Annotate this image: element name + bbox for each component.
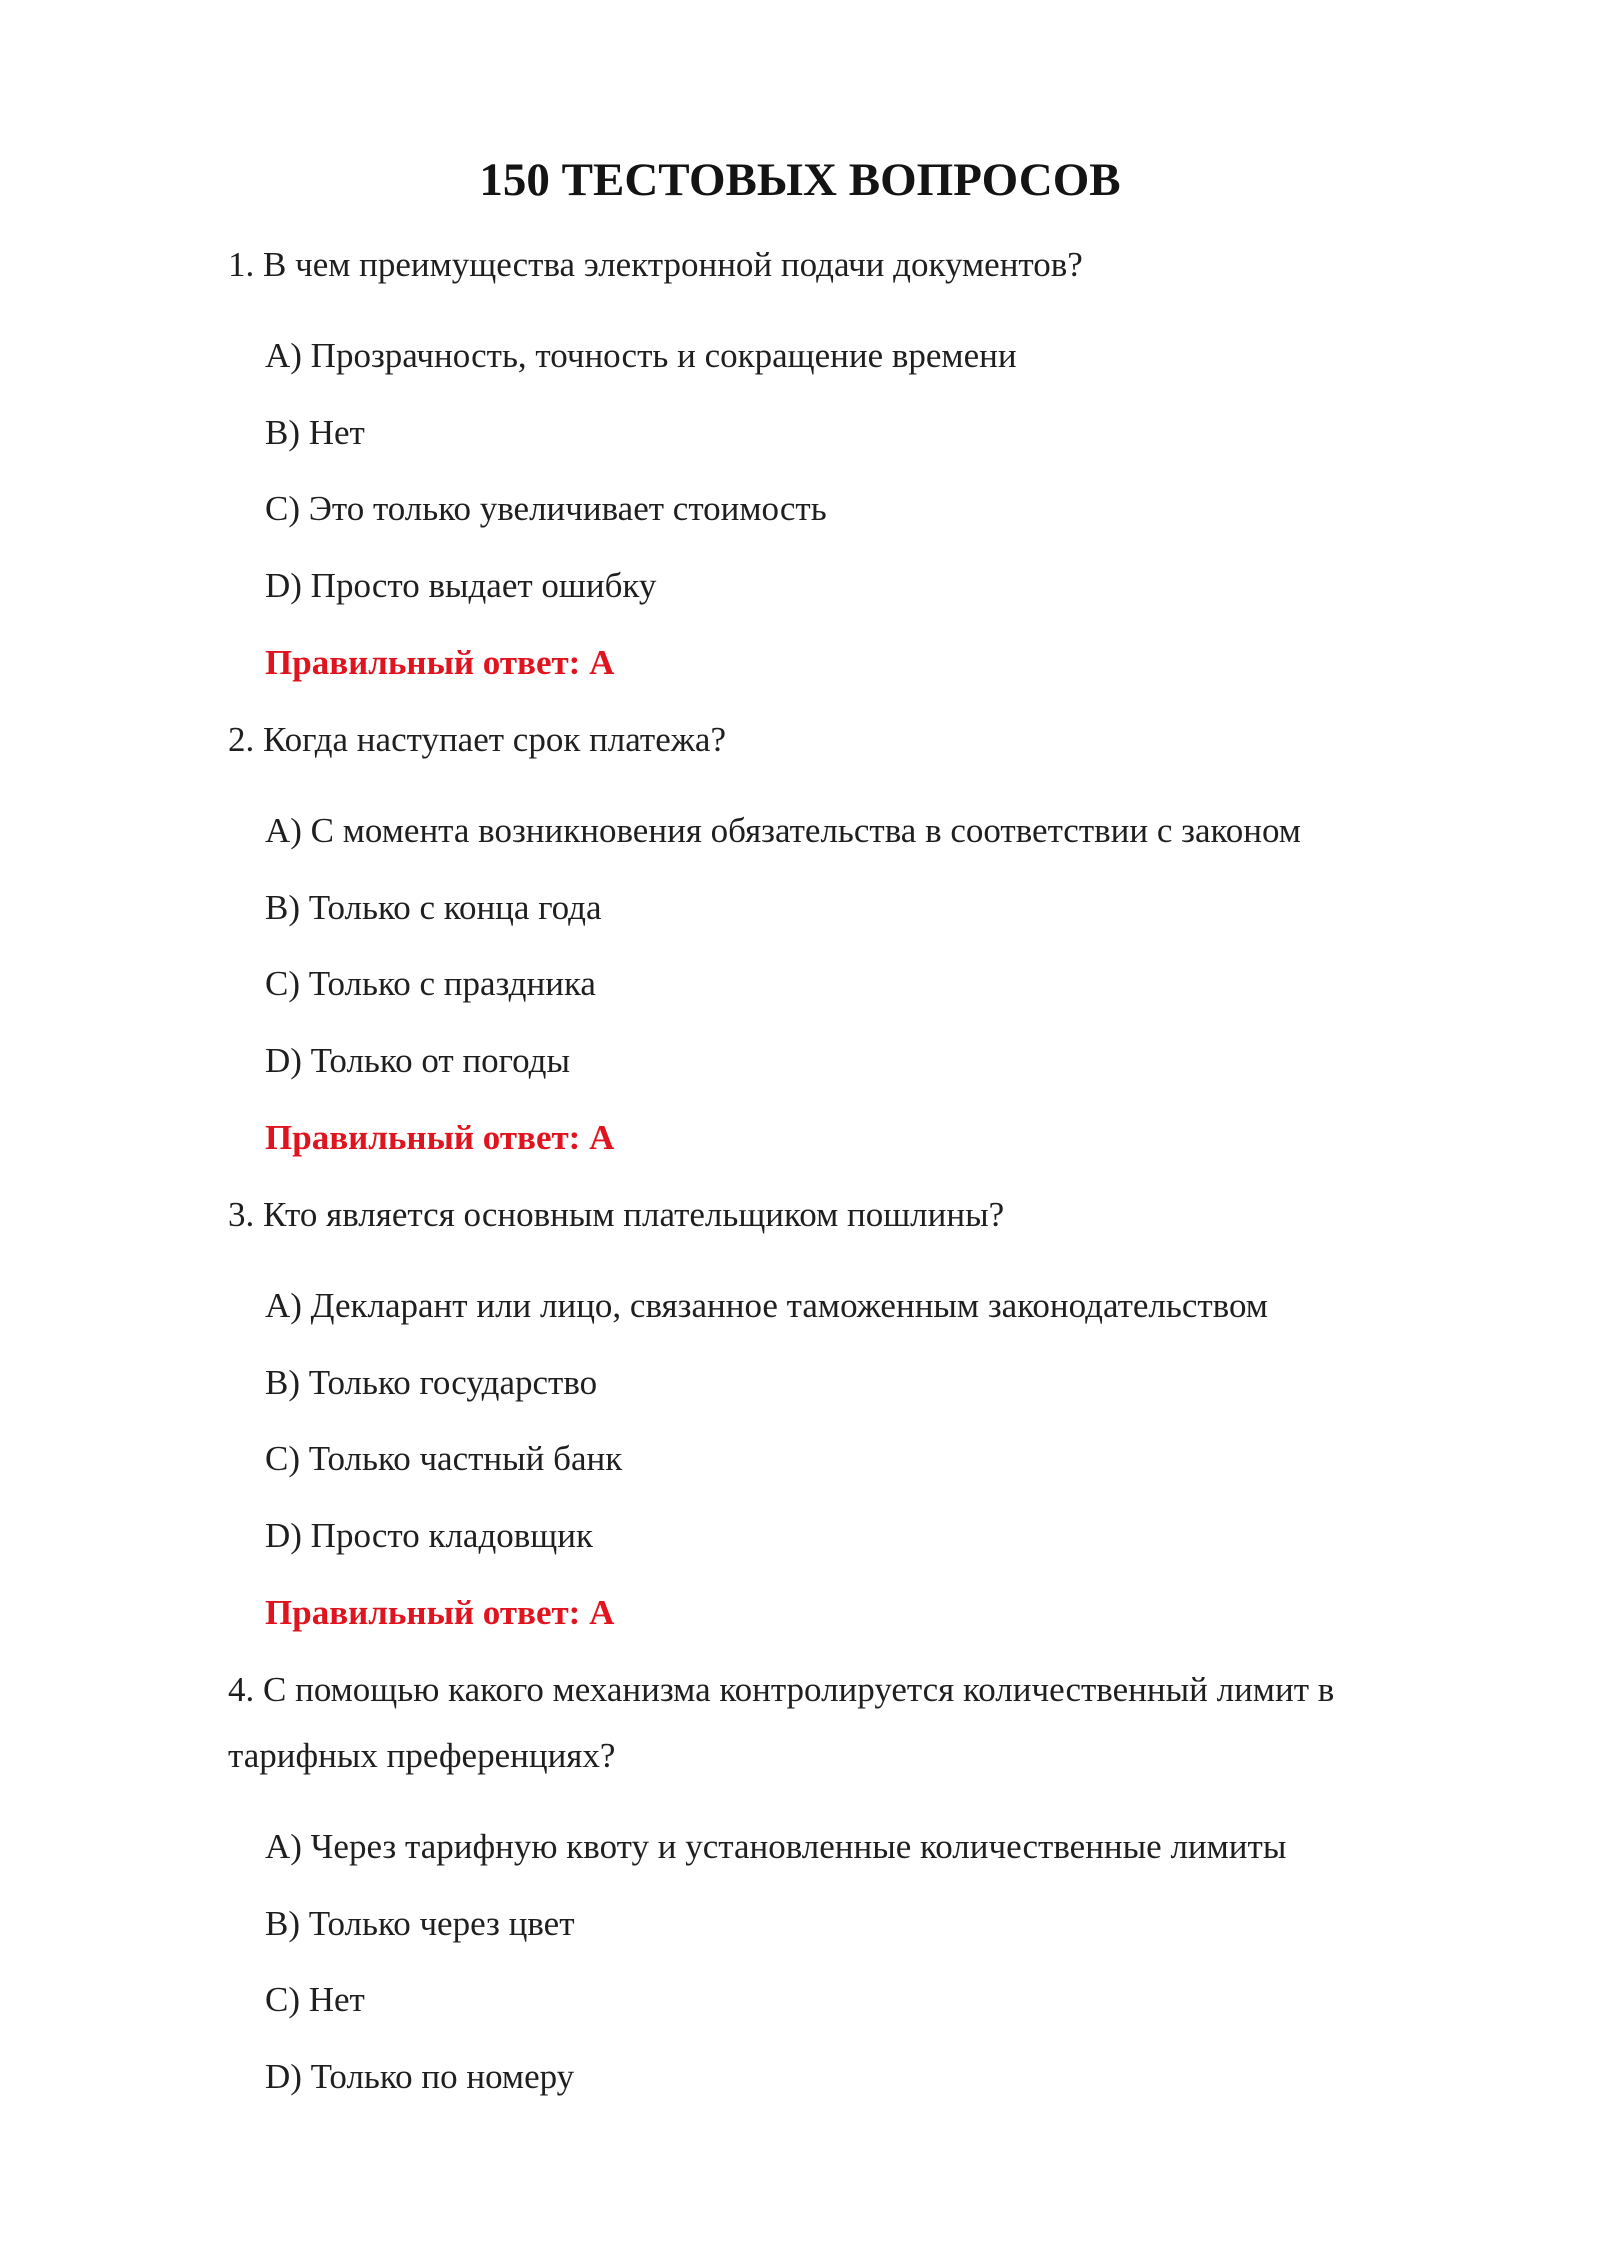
- option-b: B) Только с конца года: [265, 888, 602, 927]
- correct-answer: Правильный ответ: A: [265, 1118, 615, 1157]
- option-d: D) Только по номеру: [265, 2057, 575, 2096]
- option-c: C) Только с праздника: [265, 964, 596, 1003]
- option-d: D) Просто кладовщик: [265, 1516, 593, 1555]
- option-a: A) С момента возникновения обязательства в соответствии с законом: [265, 811, 1301, 850]
- option-a: A) Через тарифную квоту и установленные количественные лимиты: [265, 1827, 1287, 1866]
- option-a: A) Прозрачность, точность и сокращение времени: [265, 336, 1017, 375]
- option-d: D) Только от погоды: [265, 1041, 570, 1080]
- page-title: 150 ТЕСТОВЫХ ВОПРОСОВ: [479, 154, 1121, 206]
- option-c: C) Это только увеличивает стоимость: [265, 489, 827, 528]
- correct-answer: Правильный ответ: A: [265, 643, 615, 682]
- correct-answer: Правильный ответ: A: [265, 1593, 615, 1632]
- question-text-line-1: 4. С помощью какого механизма контролируется количественный лимит в: [228, 1670, 1335, 1709]
- question-text: 2. Когда наступает срок платежа?: [228, 720, 726, 759]
- option-b: B) Только через цвет: [265, 1904, 575, 1943]
- option-a: A) Декларант или лицо, связанное таможенным законодательством: [265, 1286, 1268, 1325]
- option-c: C) Нет: [265, 1980, 365, 2019]
- option-d: D) Просто выдает ошибку: [265, 566, 657, 605]
- question-text: 1. В чем преимущества электронной подачи документов?: [228, 245, 1083, 284]
- option-b: B) Только государство: [265, 1363, 598, 1402]
- option-c: C) Только частный банк: [265, 1439, 623, 1478]
- question-text: 3. Кто является основным плательщиком пошлины?: [228, 1195, 1005, 1234]
- question-text-line-2: тарифных преференциях?: [228, 1736, 616, 1775]
- option-b: B) Нет: [265, 413, 365, 452]
